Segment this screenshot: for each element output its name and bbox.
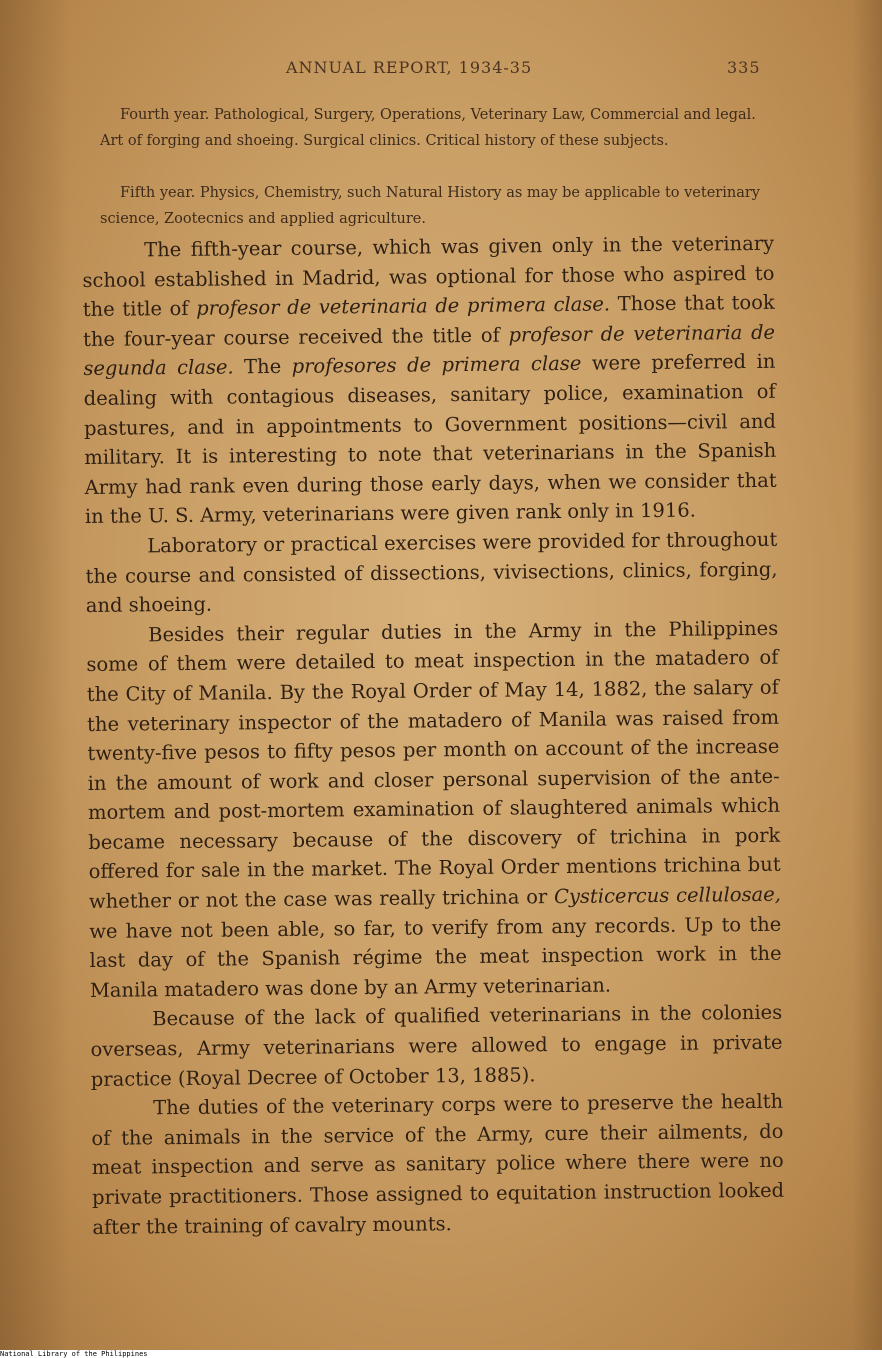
p1-text-c: Those that took the four-year course received the title of: [82, 290, 775, 351]
p1-text-a: The fifth-year course, which was given only in the veterinary school established in Madrid, was optional for those who aspired to the title of: [82, 231, 775, 322]
p3-text-a: Besides their regular duties in the Army in the Philippines some of them were detailed to meat inspection in the matadero of the City of Manila. By the Royal Order of May 14, 1882, the salary of the veterinary inspector of the matadero of Manila was raised from twenty-five pesos to fifty pesos per month on account of the increase in the amount of work and closer personal supervision of the ante-mortem and post-mortem examination of slaughtered animals which became necessary because of the discovery of trichina in pork offered for sale in the market. The Royal Order mentions trichina but whether or not the case was really trichina or: [86, 616, 781, 914]
running-title: ANNUAL REPORT, 1934-35: [286, 58, 533, 77]
curriculum-fifth-year: [100, 180, 770, 232]
paragraph-fifth-year-course: [82, 229, 777, 532]
paragraph-meat-inspection: [86, 613, 782, 1005]
p1-text-e: The: [233, 355, 292, 379]
p3-italic-cysticercus: Cysticercus cellulosae,: [553, 882, 782, 909]
body-text: [82, 229, 784, 1242]
p1-italic-profesores: profesores de primera clase: [291, 352, 582, 379]
p1-italic-title-segunda: profesor de veterinaria de segunda clase.: [83, 320, 776, 381]
paragraph-duties: The duties of the veterinary corps were to preserve the health of the animals in the service of the Army, cure their ailments, do meat inspection and serve as sanitary police where there were no private practitioners. Those assigned to equitation instruction looked after the training of cavalry mounts.: [91, 1089, 785, 1239]
curriculum-fourth-year: [100, 102, 770, 154]
footer-credit: National Library of the Philippines: [0, 1350, 148, 1358]
page-edge-shadow: [852, 0, 882, 1350]
page-header: [0, 58, 882, 80]
paragraph-laboratory: Laboratory or practical exercises were provided for throughout the course and consisted of dissections, vivisections, clinics, forging, and shoeing.: [85, 527, 778, 618]
fifth-year-text: Fifth year. Physics, Chemistry, such Natural History as may be applicable to veterinary science, Zootecnics and applied agriculture.: [100, 185, 760, 227]
page-gutter-shadow: [0, 0, 70, 1350]
paragraph-private-practice: Because of the lack of qualified veterinarians in the colonies overseas, Army veterinarians were allowed to engage in private practice (Royal Decree of October 13, 1885).: [90, 1001, 783, 1091]
p1-italic-title-primera: profesor de veterinaria de primera clase.: [196, 292, 611, 320]
p1-text-g: were preferred in dealing with contagious diseases, sanitary police, examination of pastures, and in appointments to Government positions—civil and military. It is interesting to note that veterinarians in the Spanish Army had rank even during those early days, when we consider that in the U. S. Army, veterinarians were given rank only in 1916.: [83, 350, 777, 529]
p3-text-c: we have not been able, so far, to verify from any records. Up to the last day of the Spanish régime the meat inspection work in the Manila matadero was done by an Army veterinarian.: [89, 912, 782, 1002]
fourth-year-text: Fourth year. Pathological, Surgery, Operations, Veterinary Law, Commercial and legal. Art of forging and shoeing. Surgical clinics. Critical history of these subjects.: [100, 107, 756, 149]
page-number: 335: [727, 58, 761, 77]
